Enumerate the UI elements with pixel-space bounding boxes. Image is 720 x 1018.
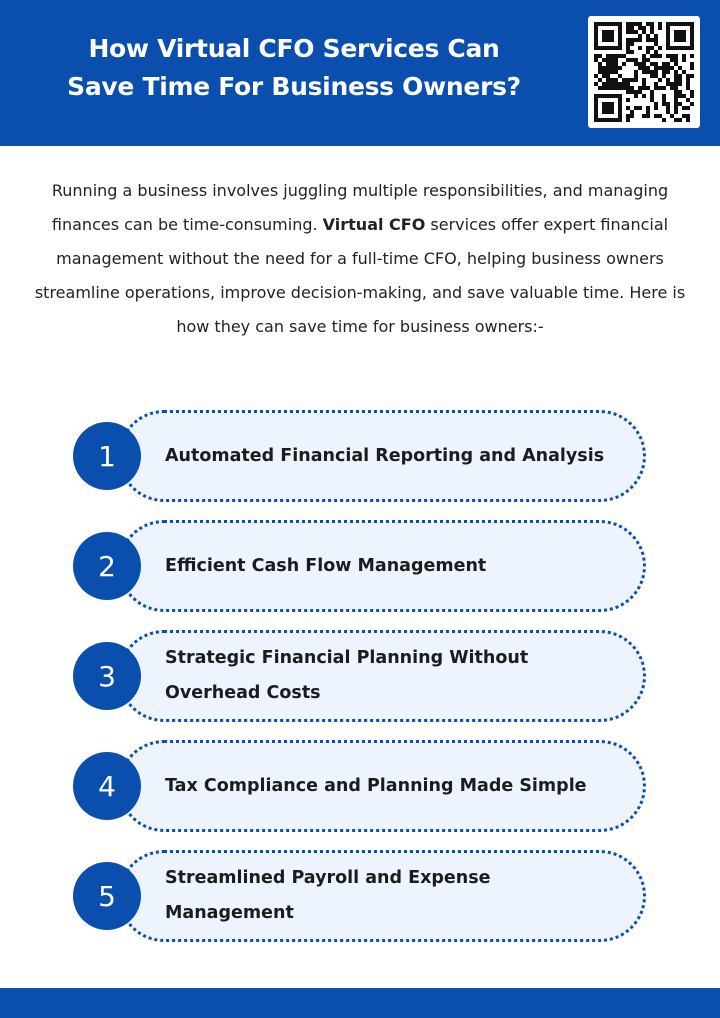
title-line-1: How Virtual CFO Services Can: [88, 34, 500, 63]
list-item-label: Automated Financial Reporting and Analysis: [165, 445, 605, 466]
list-item-label: Tax Compliance and Planning Made Simple: [165, 775, 587, 796]
list-item: [118, 630, 646, 722]
list-item: [118, 520, 646, 612]
intro-text-before: Running a business involves juggling multiple responsibilities, and managing finances can be time-consuming.: [51, 181, 669, 234]
footer-bar: [0, 988, 720, 1018]
list-item: [118, 410, 646, 502]
qr-code-icon: [594, 22, 694, 122]
intro-text-after: services offer expert financial management without the need for a full-time CFO, helping business owners streamline operations, improve decision-making, and save valuable time. Here is how they can save time for business owners:-: [34, 215, 686, 336]
number-badge: 4: [73, 752, 141, 820]
list-item-label: Strategic Financial Planning Without Overhead Costs: [165, 648, 529, 703]
number-badge: 3: [73, 642, 141, 710]
list-item: [118, 740, 646, 832]
number-badge: 2: [73, 532, 141, 600]
header-banner: [0, 0, 720, 146]
list-item-label: Streamlined Payroll and Expense Management: [165, 868, 491, 923]
list-item: [118, 850, 646, 942]
intro-bold-text: Virtual CFO: [322, 215, 426, 234]
intro-paragraph: [20, 174, 700, 344]
list-item-label: Efficient Cash Flow Management: [165, 555, 487, 576]
qr-code[interactable]: [588, 16, 700, 128]
number-badge: 5: [73, 862, 141, 930]
number-badge: 1: [73, 422, 141, 490]
title-line-2: Save Time For Business Owners?: [67, 72, 521, 101]
page-title: [14, 30, 574, 106]
